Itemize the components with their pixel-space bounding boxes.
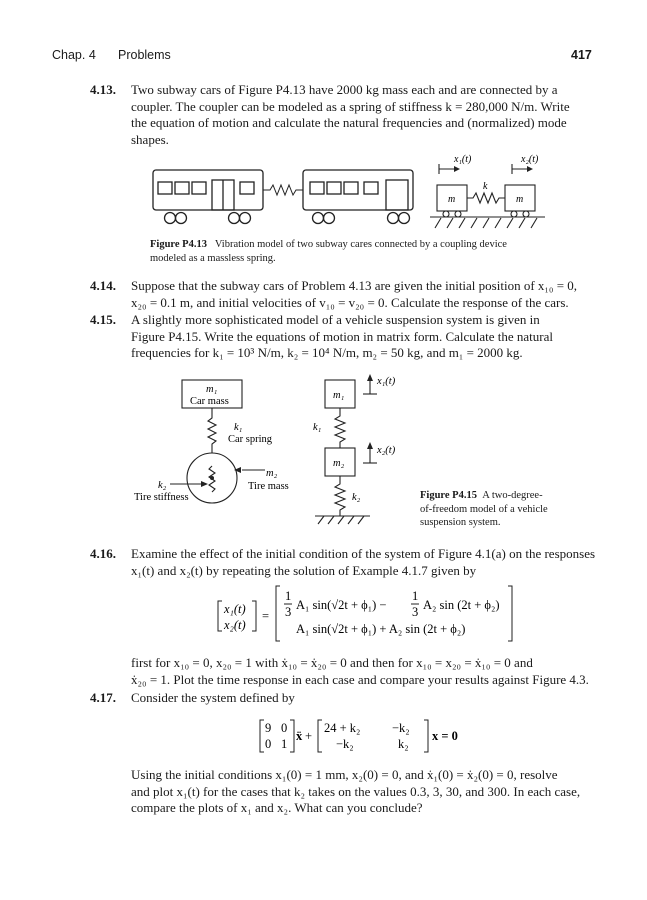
- right-k2-label: k₂: [352, 492, 361, 503]
- caption-line: of-freedom model of a vehicle: [420, 503, 548, 515]
- text-line: frequencies for k₁ = 10³ N/m, k₂ = 10⁴ N/m, m₂ = 50 kg, and m₁ = 2000 kg.: [131, 345, 523, 360]
- tire-mass-label: Tire mass: [248, 481, 289, 492]
- mass-matrix-12: 0: [281, 721, 288, 735]
- right-k1-label: k₁: [313, 422, 322, 433]
- caption-label: Figure P4.13: [150, 239, 207, 250]
- problem-4-14: [90, 278, 598, 311]
- equation-4-16: [200, 583, 520, 645]
- problem-number: 4.14.: [90, 278, 116, 293]
- mass-matrix-11: 9: [265, 721, 272, 735]
- acceleration-vector: ẍ: [296, 729, 303, 743]
- caption-line: suspension system.: [420, 517, 501, 528]
- lhs-x2: x₂(t): [224, 618, 246, 632]
- problem-4-16: [90, 546, 598, 579]
- row2: A₁ sin(√2t + ϕ₁) + A₂ sin (2t + ϕ₂): [296, 622, 466, 636]
- frac-num-2: 1: [412, 589, 419, 603]
- mass-matrix-21: 0: [265, 737, 272, 751]
- stiffness-matrix-11: 24 + k₂: [324, 721, 361, 735]
- coupler-spring: [263, 185, 303, 195]
- problem-4-15: [90, 312, 598, 362]
- m2-label: m: [516, 194, 524, 205]
- caption-line: A two-degree-: [482, 490, 543, 501]
- row1-term-b: A₂ sin (2t + ϕ₂): [423, 598, 500, 612]
- frac-den-2: 3: [412, 605, 419, 619]
- equals-sign: =: [262, 609, 270, 623]
- text-line: shapes.: [131, 131, 169, 147]
- text-line: compare the plots of x₁ and x₂. What can you conclude?: [131, 800, 423, 815]
- text-line: Consider the system defined by: [131, 690, 295, 705]
- car-spring-label: Car spring: [228, 434, 273, 445]
- left-m2-label: m₂: [266, 468, 278, 479]
- text-line: Suppose that the subway cars of Problem 4.13 are given the initial position of x₁₀ = 0,: [131, 278, 578, 293]
- problem-number: 4.13.: [90, 82, 116, 97]
- caption-text-2: modeled as a massless spring.: [150, 252, 276, 264]
- text-line: Examine the effect of the initial condition of the system of Figure 4.1(a) on the responses: [131, 546, 596, 561]
- frac-den-1: 3: [285, 605, 292, 619]
- problem-4-17-continued: [90, 767, 598, 817]
- row1-term-a: A₁ sin(√2t + ϕ₁) −: [296, 598, 387, 612]
- x2-label: x₂(t): [377, 445, 396, 456]
- text-line: A slightly more sophisticated model of a vehicle suspension system is given in: [131, 312, 540, 327]
- problem-number: 4.15.: [90, 312, 116, 327]
- stiffness-matrix-21: −k₂: [336, 737, 354, 751]
- frac-num-1: 1: [285, 589, 292, 603]
- text-line: ẋ₂₀ = 1. Plot the time response in each case and compare your results against Figure 4.3.: [131, 671, 589, 687]
- page-number: 417: [571, 48, 592, 62]
- figure-p4-15: [130, 368, 430, 528]
- section-label: Problems: [118, 48, 171, 62]
- text-line: the equation of motion and calculate the natural frequencies and (normalized) mode: [131, 115, 567, 130]
- left-k1-label: k₁: [234, 422, 243, 433]
- text-line: Two subway cars of Figure P4.13 have 2000 kg mass each and are connected by a: [131, 82, 558, 97]
- rhs: x = 0: [432, 729, 458, 743]
- text-line: and plot x₁(t) for the cases that k₂ takes on the values 0.3, 3, 30, and 300. In each case,: [131, 783, 581, 799]
- subway-car-1: [153, 170, 263, 224]
- tire-stiffness-label: Tire stiffness: [134, 492, 189, 503]
- figure-p4-13: [150, 150, 550, 230]
- problem-number: 4.16.: [90, 546, 116, 561]
- right-m2-label: m₂: [333, 458, 345, 469]
- car-mass-label: Car mass: [190, 396, 229, 407]
- x1-label: x₁(t): [454, 154, 472, 165]
- subway-car-2: [303, 170, 413, 224]
- car-spring: [208, 408, 216, 453]
- caption-p4-13: [150, 238, 570, 265]
- problem-4-16-continued: [90, 655, 598, 688]
- stiffness-matrix-12: −k₂: [392, 721, 410, 735]
- right-m1-label: m₁: [333, 390, 345, 401]
- text-line: Using the initial conditions x₁(0) = 1 mm, x₂(0) = 0, and ẋ₁(0) = ẋ₂(0) = 0, resolve: [131, 767, 558, 782]
- text-line: first for x₁₀ = 0, x₂₀ = 1 with ẋ₁₀ = ẋ₂₀ = 0 and then for x₁₀ = x₂₀ = ẋ₁₀ = 0 and: [131, 655, 533, 670]
- caption-p4-15: [420, 489, 595, 530]
- mass-matrix-22: 1: [281, 737, 288, 751]
- chapter-label: Chap. 4: [52, 48, 96, 62]
- text-line: x₁(t) and x₂(t) by repeating the solution of Example 4.1.7 given by: [131, 562, 477, 578]
- text-line: x₂₀ = 0.1 m, and initial velocities of v₁₀ = v₂₀ = 0. Calculate the response of the cars.: [131, 294, 569, 310]
- m1-label: m: [448, 194, 456, 205]
- stiffness-matrix-22: k₂: [398, 737, 409, 751]
- x1-label: x₁(t): [377, 376, 396, 387]
- left-k2-label: k₂: [158, 480, 167, 491]
- equation-4-17: [250, 714, 490, 758]
- caption-text: Vibration model of two subway cares connected by a coupling device: [214, 239, 507, 250]
- problem-number: 4.17.: [90, 690, 116, 705]
- x2-label: x₂(t): [521, 154, 539, 165]
- problem-4-17: [90, 690, 598, 707]
- text-line: coupler. The coupler can be modeled as a spring of stiffness k = 280,000 N/m. Write: [131, 98, 570, 114]
- plus-sign: +: [305, 729, 313, 743]
- lhs-x1: x₁(t): [224, 602, 246, 616]
- left-m1-label: m₁: [206, 384, 218, 395]
- k-label: k: [483, 181, 488, 192]
- problem-4-13: [90, 82, 598, 148]
- text-line: Figure P4.15. Write the equations of motion in matrix form. Calculate the natural: [131, 328, 554, 344]
- caption-label: Figure P4.15: [420, 490, 477, 501]
